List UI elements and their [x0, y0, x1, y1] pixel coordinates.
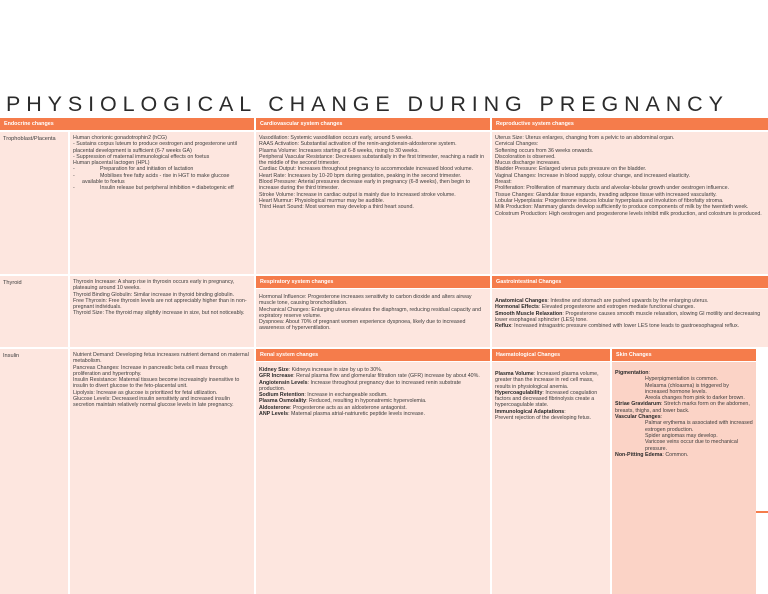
sub-item: Palmar erythema is associated with increased estrogen production. [645, 420, 753, 433]
text-line: RAAS Activation: Substantial activation of the renin-angiotensin-aldosterone system. [259, 141, 457, 148]
text-line: Mucus discharge increases. [495, 160, 561, 167]
definition: : Increased intragastric pressure combined with lower LES tone leads to gastroesophageal reflux. [511, 323, 740, 330]
text-line: Cardiac Output: Increases throughout pregnancy to accommodate increased blood volume. [259, 166, 474, 173]
bullet-text: Preparation for and initiation of lactation [100, 166, 194, 173]
term: Aldosterone [259, 404, 290, 411]
sub-item: Melasma (chloasma) is triggered by increased hormone levels. [645, 382, 729, 395]
term: Anatomical Changes [495, 298, 548, 304]
definition: : Common. [662, 451, 689, 458]
bullet-text: Insulin release but peripheral inhibition = diabetogenic eff [100, 185, 234, 192]
definition: : Reduced, resulting in hyponatremic hypervolemia. [306, 398, 427, 405]
text-line: Glucose Levels: Decreased insulin sensitivity and increased insulin secretion maintain relatively normal glucose levels in late pregnancy. [73, 396, 234, 409]
term: Striae Gravidarum [615, 401, 661, 408]
term: Sodium Retention [259, 392, 305, 399]
text-line: Human placental lactogen (HPL) [73, 160, 150, 167]
text-line: Heart Murmur: Physiological murmur may be audible. [259, 197, 385, 204]
label-insulin: Insulin [0, 349, 68, 594]
term: Angiotensin Levels [259, 379, 308, 386]
term: Hypercoagulability [495, 389, 543, 396]
text-line: Third Heart Sound: Most women may develop a third heart sound. [259, 204, 414, 211]
text-line: Dyspnoea: About 70% of pregnant women experience dyspnoea, likely due to increased awareness of hyperventilation. [259, 319, 466, 332]
text-line: Peripheral Vascular Resistance: Decreases substantially in the first trimester, reaching a nadir in the middle of the second trimester. [259, 153, 485, 167]
header-reproductive: Reproductive system changes [492, 118, 768, 130]
cell-reproductive [492, 132, 768, 274]
header-respiratory: Respiratory system changes [256, 276, 490, 288]
definition: : Maternal plasma atrial-natriuretic peptide levels increase. [288, 411, 425, 418]
text-line: Nutrient Demand: Developing fetus increases nutrient demand on maternal metabolism. [73, 352, 249, 365]
text-line [495, 390, 607, 409]
header-gastrointestinal: Gastrointestinal Changes [492, 276, 768, 288]
text-line: Human chorionic gonadotrophin2 (hCG) [73, 135, 167, 141]
text-line: Thyroid Size: The thyroid may slightly increase in size, but not noticeably. [73, 310, 245, 317]
text-line: Insulin Resistance: Maternal tissues become increasingly insensitive to insulin to divert glucose to the feto-placental unit. [73, 377, 240, 390]
definition: : Elevated progesterone and estrogen mediate functional changes. [538, 304, 695, 311]
text-line [259, 380, 487, 393]
sub-item: Spider angiomas may develop. [645, 432, 718, 439]
text-line: Free Thyroxin: Free thyroxin levels are not appreciably higher than in non-pregnant individuals. [73, 297, 247, 311]
header-cardiovascular: Cardiovascular system changes [256, 118, 490, 130]
term: Hormonal Effects [495, 304, 539, 311]
sub-item: Hyperpigmentation is common. [645, 376, 719, 383]
text-line: Pancreas Changes: Increase in pancreatic beta cell mass through proliferation and hypertrophy. [73, 364, 228, 377]
text-line: Plasma Volume: Increases starting at 6-8 weeks, rising to 30 weeks. [259, 147, 419, 154]
text-line: Discoloration is observed. [495, 153, 556, 160]
term: GFR Increase [259, 373, 294, 380]
text-line: Hormonal Influence: Progesterone increases sensitivity to carbon dioxide and alters airway muscle tone, causing bronchodilation. [259, 294, 472, 307]
definition: : Stretch marks form on the abdomen, breasts, thighs, and lower back. [615, 401, 750, 414]
text-line: Lobular Hyperplasia: Progesterone induces lobular hyperplasia and involution of fibrofatty stroma. [495, 197, 724, 204]
page-title: PHYSIOLOGICAL CHANGE DURING PREGNANCY [6, 92, 729, 116]
text-line: Colostrum Production: High oestrogen and progesterone levels inhibit milk production, and colostrum is produced. [495, 210, 762, 217]
text-line: Heart Rate: Increases by 10-20 bpm during gestation, peaking in the second trimester. [259, 172, 462, 179]
text-line: Vasodilation: Systemic vasodilation occurs early, around 5 weeks. [259, 135, 413, 141]
text-line: Breast: [495, 179, 512, 186]
definition: : [648, 370, 651, 376]
text-line: Stroke Volume: Increase in cardiac output is mainly due to increased stroke volume. [259, 191, 456, 198]
term: Kidney Size [259, 367, 289, 373]
cell-thyroid [70, 276, 254, 347]
term: Smooth Muscle Relaxation [495, 310, 563, 317]
term: Pigmentation [615, 370, 649, 376]
term: Non-Pitting Edema [615, 451, 663, 458]
definition: : Progesterone causes smooth muscle relaxation, slowing GI motility and decreasing lower esophageal sphincter (LES) tone. [495, 310, 761, 323]
cell-gastrointestinal [492, 289, 768, 347]
cell-respiratory [256, 289, 490, 347]
term: Vascular Changes [615, 414, 661, 421]
text-line [615, 401, 753, 414]
term: Plasma Volume [495, 371, 534, 377]
sub-item: Areola changes from pink to darker brown. [645, 395, 745, 402]
bullet-text: Mobilises free fatty acids - rise in HGT to make glucose available to foetus [82, 172, 230, 186]
term: Immunological Adaptations [495, 408, 565, 415]
bullet-item: - Preparation for and initiation of lactation [73, 166, 194, 173]
definition: : Increased coagulation factors and decreased fibrinolysis create a hypercoagulable state. [495, 389, 598, 409]
bullet-item: - Mobilises free fatty acids - rise in HGT to make glucose available to foetus [73, 172, 230, 186]
text-line: Tissue Changes: Glandular tissue expands, invading adipose tissue with increased vascularity. [495, 191, 717, 198]
text-line: Prevent rejection of the developing fetus. [495, 415, 591, 422]
definition: : Intestine and stomach are pushed upwards by the enlarging uterus. [547, 298, 709, 304]
cell-renal [256, 362, 490, 594]
text-line: Blood Pressure: Arterial pressures decrease early in pregnancy (6-8 weeks), then begin to increase during the third trimester. [259, 179, 471, 192]
text-line: - Suppression of maternal immunological effects on foetus [73, 153, 210, 160]
text-line: Thyroxin Increase: A sharp rise in thyroxin occurs early in pregnancy, plateauing around 10 weeks. [73, 279, 235, 292]
definition: : Renal plasma flow and glomerular filtration rate (GFR) increase by about 40%. [293, 373, 480, 380]
text-line: Mechanical Changes: Enlarging uterus elevates the diaphragm, reducing residual capacity and expiratory reserve volume. [259, 306, 482, 319]
text-line [495, 323, 765, 329]
term: Reflux [495, 323, 512, 330]
text-line [259, 411, 487, 417]
definition: : Progesterone acts as an aldosterone antagonist. [289, 404, 407, 411]
accent-bar [756, 511, 768, 513]
text-line: Thyroid Binding Globulin: Similar increase in thyroid binding globulin. [73, 291, 235, 298]
text-line: Bladder Pressure: Enlarged uterus puts pressure on the bladder. [495, 166, 647, 173]
text-line [495, 311, 765, 324]
label-trophoblast-placenta: Trophoblast/Placenta [0, 132, 68, 274]
header-renal: Renal system changes [256, 349, 490, 361]
cell-insulin [70, 349, 254, 594]
sub-item: Varicose veins occur due to mechanical pressure. [645, 439, 738, 452]
text-line: Lipolysis: Increase as glucose is prioritized for fetal utilization. [73, 389, 218, 396]
text-line: Uterus Size: Uterus enlarges, changing from a pelvic to an abdominal organ. [495, 135, 675, 141]
text-line: Proliferation: Proliferation of mammary ducts and alveolar-lobular growth under oestrogen influence. [495, 185, 730, 192]
term: ANP Levels [259, 411, 289, 418]
bullet-item: - Insulin release but peripheral inhibition = diabetogenic eff [73, 185, 234, 192]
header-endocrine: Endocrine changes [0, 118, 254, 130]
definition: : [564, 408, 566, 415]
header-skin: Skin Changes [612, 349, 756, 361]
cell-trophoblast [70, 132, 254, 274]
text-line [615, 452, 753, 458]
term: Plasma Osmolality [259, 398, 307, 405]
definition: : Increase in exchangeable sodium. [304, 392, 388, 399]
definition: : Increase throughout pregnancy due to increased renin substrate production. [259, 379, 461, 392]
definition: : Kidneys increase in size by up to 30%. [288, 367, 383, 373]
text-line: Vaginal Changes: Increase in blood supply, colour change, and increased elasticity. [495, 172, 690, 179]
text-line: - Sustains corpus luteum to produce oestrogen and progesterone until placental development is sufficient (6-7 weeks GA) [73, 141, 238, 154]
text-line [495, 371, 607, 390]
text-line: Milk Production: Mammary glands develop sufficiently to produce components of milk by the twentieth week. [495, 204, 749, 211]
definition: : Increased plasma volume, greater than the increase in red cell mass, results in physiological anemia. [495, 371, 599, 390]
cell-skin [612, 362, 756, 594]
label-thyroid: Thyroid [0, 276, 68, 347]
header-haematological: Haematological Changes [492, 349, 610, 361]
cell-cardiovascular [256, 132, 490, 274]
text-line: Softening occurs from 36 weeks onwards. [495, 147, 594, 154]
text-line: Cervical Changes: [495, 141, 539, 148]
definition: : [660, 414, 663, 421]
cell-haematological [492, 362, 610, 594]
